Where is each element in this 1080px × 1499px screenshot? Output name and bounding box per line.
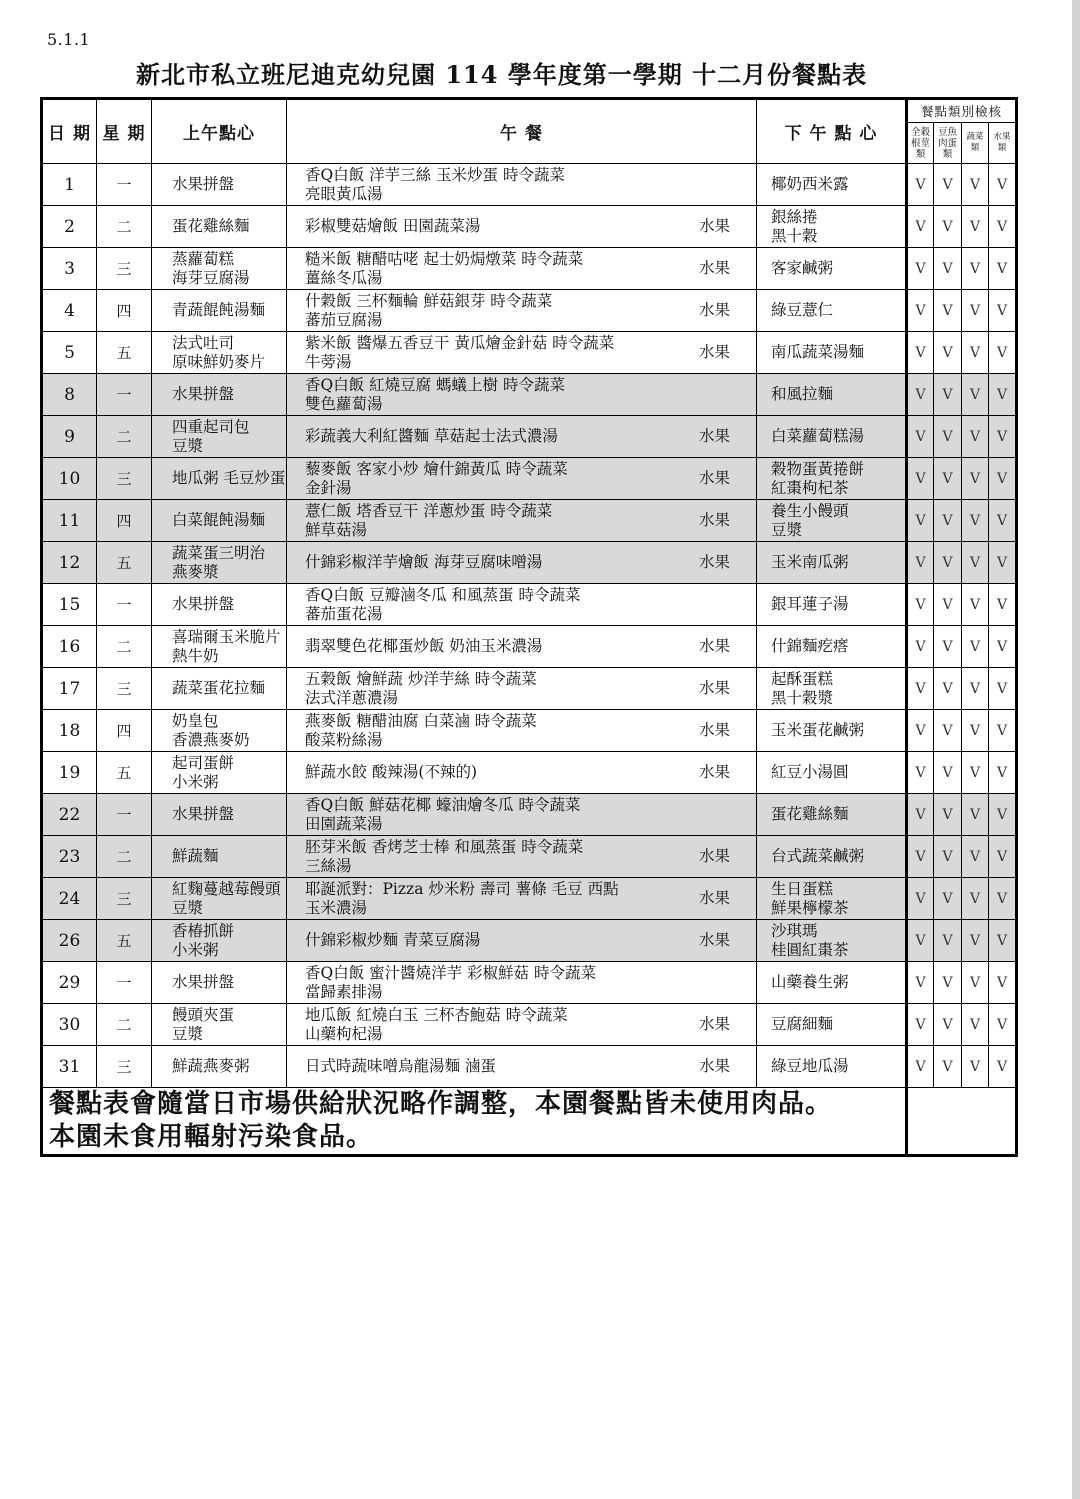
- header-morning-snack: 上午點心: [152, 99, 287, 164]
- fruit-label: 水果: [698, 721, 730, 739]
- date-cell: 8: [42, 374, 97, 416]
- check-cell: V: [934, 458, 962, 500]
- check-cell: V: [934, 290, 962, 332]
- afternoon-snack-cell: 白菜蘿蔔糕湯: [757, 416, 907, 458]
- lunch-cell: 什錦彩椒洋芋燴飯 海芽豆腐味噌湯 水果: [287, 542, 757, 584]
- date-cell: 2: [42, 206, 97, 248]
- check-cell: V: [962, 584, 989, 626]
- weekday-cell: 一: [97, 164, 152, 206]
- lunch-cell: 什錦彩椒炒麵 青菜豆腐湯 水果: [287, 920, 757, 962]
- check-cell: V: [907, 878, 934, 920]
- table-row: [42, 794, 1017, 836]
- check-cell: V: [962, 626, 989, 668]
- table-header: [42, 99, 1017, 164]
- check-cell: V: [989, 416, 1017, 458]
- date-cell: 22: [42, 794, 97, 836]
- weekday-cell: 二: [97, 836, 152, 878]
- table-row: [42, 626, 1017, 668]
- table-row: [42, 668, 1017, 710]
- check-cell: V: [962, 290, 989, 332]
- afternoon-snack-cell: 生日蛋糕 鮮果檸檬茶: [757, 878, 907, 920]
- afternoon-snack-cell: 起酥蛋糕 黑十穀漿: [757, 668, 907, 710]
- check-cell: V: [962, 374, 989, 416]
- check-cell: V: [934, 752, 962, 794]
- afternoon-snack-cell: 穀物蛋黃捲餅 紅棗枸杞茶: [757, 458, 907, 500]
- afternoon-snack-cell: 什錦麵疙瘩: [757, 626, 907, 668]
- page-title: 新北市私立班尼迪克幼兒園 114 學年度第一學期 十二月份餐點表: [136, 60, 868, 89]
- check-cell: V: [989, 668, 1017, 710]
- check-cell: V: [962, 542, 989, 584]
- morning-snack-cell: 青蔬餛飩湯麵: [152, 290, 287, 332]
- check-cell: V: [989, 164, 1017, 206]
- lunch-cell: 香Q白飯 紅燒豆腐 螞蟻上樹 時令蔬菜 雙色蘿蔔湯: [287, 374, 757, 416]
- weekday-cell: 一: [97, 584, 152, 626]
- check-cell: V: [962, 752, 989, 794]
- check-cell: V: [989, 794, 1017, 836]
- afternoon-snack-cell: 山藥養生粥: [757, 962, 907, 1004]
- header-lunch: 午 餐: [287, 99, 757, 164]
- fruit-label: 水果: [698, 847, 730, 865]
- afternoon-snack-cell: 南瓜蔬菜湯麵: [757, 332, 907, 374]
- header-check-group: 餐點類別檢核: [907, 99, 1017, 123]
- header-date: 日 期: [42, 99, 97, 164]
- check-cell: V: [934, 500, 962, 542]
- check-cell: V: [989, 836, 1017, 878]
- fruit-label: 水果: [698, 637, 730, 655]
- morning-snack-cell: 喜瑞爾玉米脆片 熱牛奶: [152, 626, 287, 668]
- check-cell: V: [962, 206, 989, 248]
- check-cell: V: [962, 1004, 989, 1046]
- weekday-cell: 三: [97, 458, 152, 500]
- check-cell: V: [934, 584, 962, 626]
- check-cell: V: [962, 248, 989, 290]
- fruit-label: 水果: [698, 1057, 730, 1075]
- fruit-label: 水果: [698, 301, 730, 319]
- date-cell: 9: [42, 416, 97, 458]
- morning-snack-cell: 蔬菜蛋花拉麵: [152, 668, 287, 710]
- morning-snack-cell: 水果拼盤: [152, 962, 287, 1004]
- date-cell: 10: [42, 458, 97, 500]
- check-cell: V: [989, 962, 1017, 1004]
- check-cell: V: [934, 248, 962, 290]
- weekday-cell: 四: [97, 710, 152, 752]
- check-cell: V: [907, 500, 934, 542]
- morning-snack-cell: 白菜餛飩湯麵: [152, 500, 287, 542]
- check-cell: V: [907, 542, 934, 584]
- table-row: [42, 920, 1017, 962]
- check-cell: V: [907, 836, 934, 878]
- check-cell: V: [962, 164, 989, 206]
- morning-snack-cell: 地瓜粥 毛豆炒蛋: [152, 458, 287, 500]
- table-row: [42, 710, 1017, 752]
- check-cell: V: [962, 500, 989, 542]
- weekday-cell: 五: [97, 752, 152, 794]
- afternoon-snack-cell: 紅豆小湯圓: [757, 752, 907, 794]
- weekday-cell: 五: [97, 542, 152, 584]
- table-row: [42, 542, 1017, 584]
- check-cell: V: [907, 458, 934, 500]
- corner-label: 5.1.1: [47, 30, 91, 49]
- check-cell: V: [934, 332, 962, 374]
- table-row: [42, 500, 1017, 542]
- table-row: [42, 206, 1017, 248]
- fruit-label: 水果: [698, 259, 730, 277]
- date-cell: 19: [42, 752, 97, 794]
- check-cell: V: [907, 752, 934, 794]
- morning-snack-cell: 四重起司包 豆漿: [152, 416, 287, 458]
- footer-note-line2: 本園未食用輻射污染食品。: [49, 1122, 374, 1152]
- page-edge-shadow: [1072, 0, 1080, 1499]
- table-row: [42, 1004, 1017, 1046]
- afternoon-snack-cell: 豆腐細麵: [757, 1004, 907, 1046]
- check-cell: V: [907, 962, 934, 1004]
- table-row: [42, 374, 1017, 416]
- lunch-cell: 日式時蔬味噌烏龍湯麵 滷蛋 水果: [287, 1046, 757, 1088]
- weekday-cell: 三: [97, 1046, 152, 1088]
- afternoon-snack-cell: 銀絲捲 黑十穀: [757, 206, 907, 248]
- check-cell: V: [907, 332, 934, 374]
- table-row: [42, 458, 1017, 500]
- check-cell: V: [934, 668, 962, 710]
- table-row: [42, 248, 1017, 290]
- check-cell: V: [934, 416, 962, 458]
- lunch-cell: 燕麥飯 糖醋油腐 白菜滷 時令蔬菜 酸菜粉絲湯 水果: [287, 710, 757, 752]
- check-cell: V: [989, 584, 1017, 626]
- check-cell: V: [934, 920, 962, 962]
- date-cell: 11: [42, 500, 97, 542]
- table-row: [42, 962, 1017, 1004]
- lunch-cell: 鮮蔬水餃 酸辣湯(不辣的) 水果: [287, 752, 757, 794]
- weekday-cell: 五: [97, 332, 152, 374]
- morning-snack-cell: 法式吐司 原味鮮奶麥片: [152, 332, 287, 374]
- weekday-cell: 二: [97, 206, 152, 248]
- weekday-cell: 一: [97, 794, 152, 836]
- afternoon-snack-cell: 台式蔬菜鹹粥: [757, 836, 907, 878]
- check-cell: V: [907, 374, 934, 416]
- table-row: [42, 836, 1017, 878]
- date-cell: 24: [42, 878, 97, 920]
- weekday-cell: 三: [97, 878, 152, 920]
- lunch-cell: 香Q白飯 洋芋三絲 玉米炒蛋 時令蔬菜 亮眼黃瓜湯: [287, 164, 757, 206]
- check-cell: V: [934, 626, 962, 668]
- check-cell: V: [934, 794, 962, 836]
- morning-snack-cell: 水果拼盤: [152, 584, 287, 626]
- check-cell: V: [989, 710, 1017, 752]
- morning-snack-cell: 蛋花雞絲麵: [152, 206, 287, 248]
- date-cell: 18: [42, 710, 97, 752]
- date-cell: 1: [42, 164, 97, 206]
- table-row: [42, 416, 1017, 458]
- check-cell: V: [989, 542, 1017, 584]
- check-cell: V: [934, 878, 962, 920]
- afternoon-snack-cell: 銀耳蓮子湯: [757, 584, 907, 626]
- check-cell: V: [907, 710, 934, 752]
- morning-snack-cell: 水果拼盤: [152, 164, 287, 206]
- morning-snack-cell: 水果拼盤: [152, 374, 287, 416]
- fruit-label: 水果: [698, 931, 730, 949]
- weekday-cell: 四: [97, 290, 152, 332]
- check-cell: V: [962, 332, 989, 374]
- check-cell: V: [989, 248, 1017, 290]
- afternoon-snack-cell: 椰奶西米露: [757, 164, 907, 206]
- check-cell: V: [907, 248, 934, 290]
- fruit-label: 水果: [698, 889, 730, 907]
- header-check-protein: 豆魚肉蛋類: [934, 123, 962, 164]
- check-cell: V: [962, 1046, 989, 1088]
- weekday-cell: 一: [97, 374, 152, 416]
- check-cell: V: [962, 710, 989, 752]
- footer-empty-cell: [907, 1088, 1017, 1156]
- fruit-label: 水果: [698, 553, 730, 571]
- morning-snack-cell: 鮮蔬麵: [152, 836, 287, 878]
- fruit-label: 水果: [698, 469, 730, 487]
- table-row: [42, 584, 1017, 626]
- weekday-cell: 二: [97, 1004, 152, 1046]
- check-cell: V: [934, 1004, 962, 1046]
- date-cell: 12: [42, 542, 97, 584]
- morning-snack-cell: 香椿抓餅 小米粥: [152, 920, 287, 962]
- lunch-cell: 耶誕派對：Pizza 炒米粉 壽司 薯條 毛豆 西點 玉米濃湯 水果: [287, 878, 757, 920]
- check-cell: V: [907, 206, 934, 248]
- check-cell: V: [962, 668, 989, 710]
- weekday-cell: 三: [97, 668, 152, 710]
- date-cell: 16: [42, 626, 97, 668]
- header-check-vegetables: 蔬菜類: [962, 123, 989, 164]
- check-cell: V: [907, 626, 934, 668]
- header-weekday: 星 期: [97, 99, 152, 164]
- morning-snack-cell: 水果拼盤: [152, 794, 287, 836]
- header-afternoon-snack: 下 午 點 心: [757, 99, 907, 164]
- morning-snack-cell: 奶皇包 香濃燕麥奶: [152, 710, 287, 752]
- lunch-cell: 彩蔬義大利紅醬麵 草菇起士法式濃湯 水果: [287, 416, 757, 458]
- weekday-cell: 二: [97, 416, 152, 458]
- check-cell: V: [989, 374, 1017, 416]
- lunch-cell: 什穀飯 三杯麵輪 鮮菇銀芽 時令蔬菜 蕃茄豆腐湯 水果: [287, 290, 757, 332]
- table-footer: [42, 1088, 1017, 1156]
- check-cell: V: [989, 878, 1017, 920]
- check-cell: V: [934, 836, 962, 878]
- check-cell: V: [962, 416, 989, 458]
- weekday-cell: 一: [97, 962, 152, 1004]
- lunch-cell: 糙米飯 糖醋咕咾 起士奶焗燉菜 時令蔬菜 薑絲冬瓜湯 水果: [287, 248, 757, 290]
- afternoon-snack-cell: 養生小饅頭 豆漿: [757, 500, 907, 542]
- check-cell: V: [907, 668, 934, 710]
- lunch-cell: 香Q白飯 蜜汁醬燒洋芋 彩椒鮮菇 時令蔬菜 當歸素排湯: [287, 962, 757, 1004]
- lunch-cell: 五穀飯 燴鮮蔬 炒洋芋絲 時令蔬菜 法式洋蔥濃湯 水果: [287, 668, 757, 710]
- menu-table: [40, 97, 1018, 1157]
- check-cell: V: [907, 416, 934, 458]
- morning-snack-cell: 鮮蔬燕麥粥: [152, 1046, 287, 1088]
- morning-snack-cell: 起司蛋餅 小米粥: [152, 752, 287, 794]
- check-cell: V: [962, 920, 989, 962]
- check-cell: V: [907, 1046, 934, 1088]
- check-cell: V: [989, 752, 1017, 794]
- check-cell: V: [989, 626, 1017, 668]
- lunch-cell: 藜麥飯 客家小炒 燴什錦黃瓜 時令蔬菜 金針湯 水果: [287, 458, 757, 500]
- afternoon-snack-cell: 蛋花雞絲麵: [757, 794, 907, 836]
- weekday-cell: 二: [97, 626, 152, 668]
- check-cell: V: [907, 794, 934, 836]
- check-cell: V: [934, 164, 962, 206]
- check-cell: V: [907, 164, 934, 206]
- check-cell: V: [989, 920, 1017, 962]
- table-row: [42, 332, 1017, 374]
- header-check-grains: 全穀根莖類: [907, 123, 934, 164]
- check-cell: V: [989, 206, 1017, 248]
- table-row: [42, 1046, 1017, 1088]
- fruit-label: 水果: [698, 679, 730, 697]
- date-cell: 5: [42, 332, 97, 374]
- check-cell: V: [934, 206, 962, 248]
- check-cell: V: [962, 836, 989, 878]
- morning-snack-cell: 饅頭夾蛋 豆漿: [152, 1004, 287, 1046]
- afternoon-snack-cell: 和風拉麵: [757, 374, 907, 416]
- weekday-cell: 五: [97, 920, 152, 962]
- lunch-cell: 翡翠雙色花椰蛋炒飯 奶油玉米濃湯 水果: [287, 626, 757, 668]
- date-cell: 15: [42, 584, 97, 626]
- check-cell: V: [962, 458, 989, 500]
- table-row: [42, 290, 1017, 332]
- check-cell: V: [989, 458, 1017, 500]
- check-cell: V: [989, 332, 1017, 374]
- table-row: [42, 164, 1017, 206]
- date-cell: 17: [42, 668, 97, 710]
- lunch-cell: 香Q白飯 豆瓣滷冬瓜 和風蒸蛋 時令蔬菜 蕃茄蛋花湯: [287, 584, 757, 626]
- table-row: [42, 752, 1017, 794]
- weekday-cell: 四: [97, 500, 152, 542]
- date-cell: 29: [42, 962, 97, 1004]
- afternoon-snack-cell: 沙琪瑪 桂圓紅棗茶: [757, 920, 907, 962]
- date-cell: 30: [42, 1004, 97, 1046]
- check-cell: V: [962, 962, 989, 1004]
- afternoon-snack-cell: 綠豆地瓜湯: [757, 1046, 907, 1088]
- afternoon-snack-cell: 玉米南瓜粥: [757, 542, 907, 584]
- check-cell: V: [907, 920, 934, 962]
- fruit-label: 水果: [698, 217, 730, 235]
- weekday-cell: 三: [97, 248, 152, 290]
- lunch-cell: 薏仁飯 塔香豆干 洋蔥炒蛋 時令蔬菜 鮮草菇湯 水果: [287, 500, 757, 542]
- menu-table-body: [42, 164, 1017, 1088]
- check-cell: V: [962, 794, 989, 836]
- check-cell: V: [934, 374, 962, 416]
- morning-snack-cell: 蒸蘿蔔糕 海芽豆腐湯: [152, 248, 287, 290]
- lunch-cell: 地瓜飯 紅燒白玉 三杯杏鮑菇 時令蔬菜 山藥枸杞湯 水果: [287, 1004, 757, 1046]
- date-cell: 23: [42, 836, 97, 878]
- fruit-label: 水果: [698, 1015, 730, 1033]
- check-cell: V: [962, 878, 989, 920]
- check-cell: V: [989, 1046, 1017, 1088]
- afternoon-snack-cell: 客家鹹粥: [757, 248, 907, 290]
- check-cell: V: [934, 710, 962, 752]
- header-check-fruits: 水果類: [989, 123, 1017, 164]
- lunch-cell: 胚芽米飯 香烤芝士棒 和風蒸蛋 時令蔬菜 三絲湯 水果: [287, 836, 757, 878]
- date-cell: 31: [42, 1046, 97, 1088]
- check-cell: V: [934, 962, 962, 1004]
- afternoon-snack-cell: 玉米蛋花鹹粥: [757, 710, 907, 752]
- lunch-cell: 彩椒雙菇燴飯 田園蔬菜湯 水果: [287, 206, 757, 248]
- lunch-cell: 香Q白飯 鮮菇花椰 蠔油燴冬瓜 時令蔬菜 田園蔬菜湯: [287, 794, 757, 836]
- check-cell: V: [934, 542, 962, 584]
- table-row: [42, 878, 1017, 920]
- footer-note-line1: 餐點表會隨當日市場供給狀況略作調整，本園餐點皆未使用肉品。: [49, 1089, 833, 1119]
- fruit-label: 水果: [698, 343, 730, 361]
- morning-snack-cell: 蔬菜蛋三明治 燕麥漿: [152, 542, 287, 584]
- fruit-label: 水果: [698, 763, 730, 781]
- check-cell: V: [989, 1004, 1017, 1046]
- check-cell: V: [989, 290, 1017, 332]
- afternoon-snack-cell: 綠豆薏仁: [757, 290, 907, 332]
- check-cell: V: [907, 290, 934, 332]
- footer-note: [42, 1088, 907, 1156]
- morning-snack-cell: 紅麴蔓越莓饅頭 豆漿: [152, 878, 287, 920]
- fruit-label: 水果: [698, 511, 730, 529]
- check-cell: V: [907, 584, 934, 626]
- check-cell: V: [989, 500, 1017, 542]
- date-cell: 26: [42, 920, 97, 962]
- check-cell: V: [907, 1004, 934, 1046]
- lunch-cell: 紫米飯 醬爆五香豆干 黃瓜燴金針菇 時令蔬菜 牛蒡湯 水果: [287, 332, 757, 374]
- fruit-label: 水果: [698, 427, 730, 445]
- date-cell: 4: [42, 290, 97, 332]
- check-cell: V: [934, 1046, 962, 1088]
- date-cell: 3: [42, 248, 97, 290]
